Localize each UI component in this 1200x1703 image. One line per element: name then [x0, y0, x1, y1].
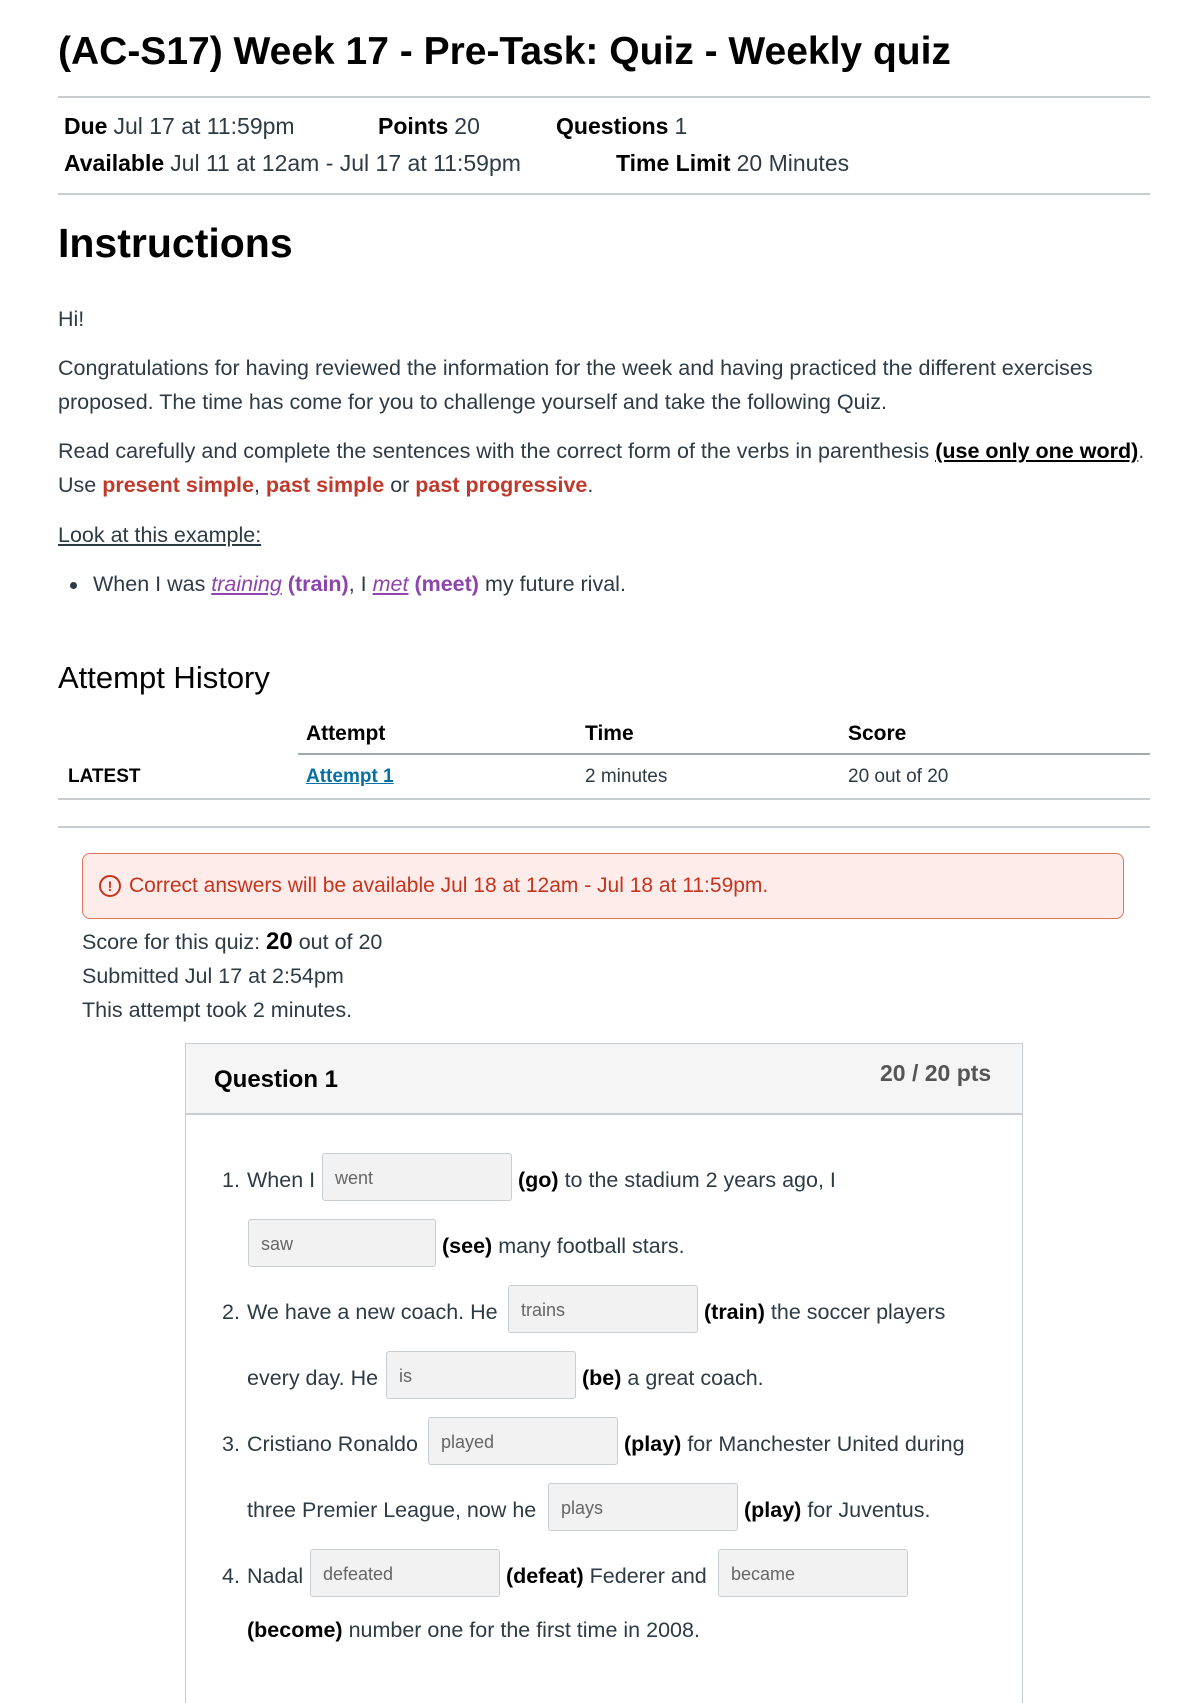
divider — [58, 826, 1150, 828]
due-value: Jul 17 at 11:59pm — [113, 113, 295, 139]
col-header-attempt: Attempt — [306, 722, 386, 745]
q1-text: When I — [247, 1168, 316, 1192]
attempt-link[interactable]: Attempt 1 — [306, 766, 394, 787]
answer-field[interactable]: is — [386, 1351, 576, 1399]
verb-hint: (become) — [247, 1618, 343, 1642]
points-value: 20 — [454, 113, 480, 139]
verb-hint: (be) — [582, 1366, 622, 1390]
answer-field[interactable]: defeated — [310, 1549, 500, 1597]
answer-field[interactable]: went — [322, 1153, 512, 1201]
divider — [58, 96, 1150, 98]
questions-info — [556, 113, 687, 140]
table-header-rule — [298, 753, 1150, 755]
divider — [58, 193, 1150, 195]
verb-hint: (defeat) — [506, 1564, 584, 1588]
instructions-heading: Instructions — [58, 220, 293, 266]
example-label: Look at this example: — [58, 523, 262, 547]
attempt-time: 2 minutes — [585, 766, 668, 787]
answer-field[interactable]: played — [428, 1417, 618, 1465]
col-header-time: Time — [585, 722, 634, 745]
time-limit-value: 20 Minutes — [736, 150, 850, 176]
score-value: 20 — [266, 928, 293, 955]
q4-cont: (defeat) Federer and — [506, 1564, 707, 1588]
answer-field[interactable]: trains — [508, 1285, 698, 1333]
verb-hint: (see) — [442, 1234, 493, 1258]
points-info — [378, 113, 480, 140]
q3-text: Cristiano Ronaldo — [247, 1432, 418, 1456]
q2-line2: every day. He — [247, 1366, 379, 1390]
available-info — [64, 150, 521, 177]
answer-field[interactable]: saw — [248, 1219, 436, 1267]
available-value: Jul 11 at 12am - Jul 17 at 11:59pm — [170, 150, 521, 176]
q4-text: Nadal — [247, 1564, 304, 1588]
points-label: Points — [378, 113, 449, 139]
q2-num: 2. — [222, 1300, 240, 1324]
verb-hint: (train) — [704, 1300, 765, 1324]
one-word-note: (use only one word) — [935, 439, 1139, 463]
answer-field[interactable]: became — [718, 1549, 908, 1597]
bullet-icon — [70, 582, 77, 589]
q2-end: (be) a great coach. — [582, 1366, 764, 1390]
greeting: Hi! — [58, 307, 85, 331]
q1-end: (see) many football stars. — [442, 1234, 685, 1258]
tense-past-progressive: past progressive — [415, 473, 588, 497]
attempt-history-heading: Attempt History — [58, 660, 270, 695]
example-item: When I was training (train), I met (meet) my future rival. — [70, 567, 1160, 601]
q4-num: 4. — [222, 1564, 240, 1588]
question-title: Question 1 — [214, 1066, 339, 1093]
time-limit-info — [616, 150, 849, 177]
questions-value: 1 — [674, 113, 688, 139]
due-label: Due — [64, 113, 108, 139]
submitted-time: Submitted Jul 17 at 2:54pm — [82, 964, 344, 988]
instructions-paragraph: Congratulations for having reviewed the information for the week and having practiced the different exercises proposed. The time has come for you to challenge yourself and take the following Quiz. — [58, 356, 1093, 414]
question-points: 20 / 20 pts — [880, 1060, 992, 1086]
q4-end: (become) number one for the first time in 2008. — [247, 1618, 700, 1642]
q3-end: (play) for Juventus. — [744, 1498, 931, 1522]
q1-num: 1. — [222, 1168, 240, 1192]
q3-num: 3. — [222, 1432, 240, 1456]
col-header-score: Score — [848, 722, 907, 745]
q1-cont: (go) to the stadium 2 years ago, I — [518, 1168, 836, 1192]
instructions-directions: Read carefully and complete the sentences with the correct form of the verbs in parenthesis (use only one word). Use present simple, past simple or past progressive. — [58, 439, 1145, 497]
questions-label: Questions — [556, 113, 669, 139]
verb-hint: (go) — [518, 1168, 559, 1192]
tense-past-simple: past simple — [265, 473, 385, 497]
page-title: (AC-S17) Week 17 - Pre-Task: Quiz - Weekly quiz — [58, 30, 951, 73]
table-row-rule — [58, 798, 1150, 800]
latest-tag: LATEST — [68, 766, 141, 787]
q2-cont: (train) the soccer players — [704, 1300, 946, 1324]
tense-present-simple: present simple — [102, 473, 254, 497]
answer-field[interactable]: plays — [548, 1483, 738, 1531]
verb-hint: (play) — [624, 1432, 682, 1456]
quiz-score: Score for this quiz: 20 out of 20 — [82, 928, 383, 955]
due-info — [64, 113, 295, 140]
attempt-duration: This attempt took 2 minutes. — [82, 998, 353, 1022]
q3-cont: (play) for Manchester United during — [624, 1432, 965, 1456]
verb-hint: (play) — [744, 1498, 802, 1522]
q3-line2: three Premier League, now he — [247, 1498, 537, 1522]
q2-text: We have a new coach. He — [247, 1300, 498, 1324]
available-label: Available — [64, 150, 165, 176]
attempt-score: 20 out of 20 — [848, 766, 949, 787]
correct-answers-alert — [82, 853, 1124, 919]
alert-text: Correct answers will be available Jul 18 at 12am - Jul 18 at 11:59pm. — [129, 874, 769, 897]
time-limit-label: Time Limit — [616, 150, 731, 176]
warning-circle-icon: ! — [99, 875, 121, 897]
